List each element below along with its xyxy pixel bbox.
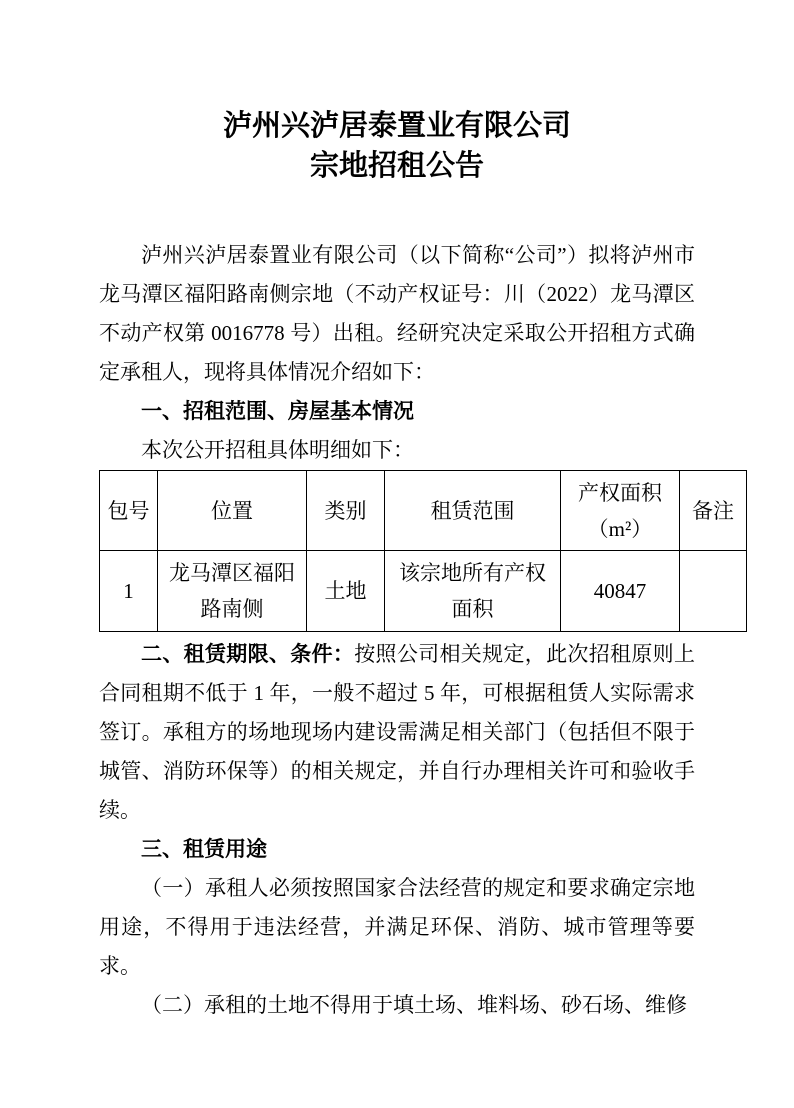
- section2-paragraph: [99, 635, 695, 830]
- lease-table: [99, 470, 747, 632]
- col-header-location: 位置: [158, 471, 307, 551]
- section3-heading: 三、租赁用途: [141, 838, 267, 861]
- table-header-row: [100, 471, 747, 551]
- col-header-remarks: 备注: [680, 471, 747, 551]
- cell-remarks: [680, 551, 747, 632]
- title-line-1: 泸州兴泸居泰置业有限公司: [222, 110, 571, 142]
- section2-body: 按照公司相关规定，此次招租原则上合同租期不低于 1 年，一般不超过 5 年，可根据租赁人实际需求签订。承租方的场地现场内建设需满足相关部门（包括但不限于城管、消防环保等）的相关规定，并自行办理相关许可和验收手续。: [99, 642, 696, 822]
- cell-area: 40847: [561, 551, 680, 632]
- document-title: [99, 106, 695, 186]
- cell-lease-scope: 该宗地所有产权面积: [385, 551, 561, 632]
- cell-category: 土地: [307, 551, 385, 632]
- cell-package-no: 1: [100, 551, 158, 632]
- section2-heading: 二、租赁期限、条件：: [141, 643, 355, 666]
- col-header-package-no: 包号: [100, 471, 158, 551]
- section3-item1: （一）承租人必须按照国家合法经营的规定和要求确定宗地用途，不得用于违法经营，并满足环保、消防、城市管理等要求。: [99, 876, 695, 978]
- section1-heading: 一、招租范围、房屋基本情况: [141, 400, 414, 423]
- col-header-category: 类别: [307, 471, 385, 551]
- table-row: [100, 551, 747, 632]
- document: [99, 0, 734, 1025]
- title-line-2: 宗地招租公告: [309, 150, 484, 182]
- cell-location: 龙马潭区福阳路南侧: [158, 551, 307, 632]
- section1-intro: 本次公开招租具体明细如下：: [141, 438, 414, 462]
- col-header-lease-scope: 租赁范围: [385, 471, 561, 551]
- section3-item2: （二）承租的土地不得用于填土场、堆料场、砂石场、维修: [141, 993, 687, 1017]
- col-header-area: 产权面积（m²）: [561, 471, 680, 551]
- intro-paragraph: 泸州兴泸居泰置业有限公司（以下简称“公司”）拟将泸州市龙马潭区福阳路南侧宗地（不动产权证号：川（2022）龙马潭区不动产权第 0016778 号）出租。经研究决定采取公开招租方式确定承租人，现将具体情况介绍如下：: [99, 243, 695, 384]
